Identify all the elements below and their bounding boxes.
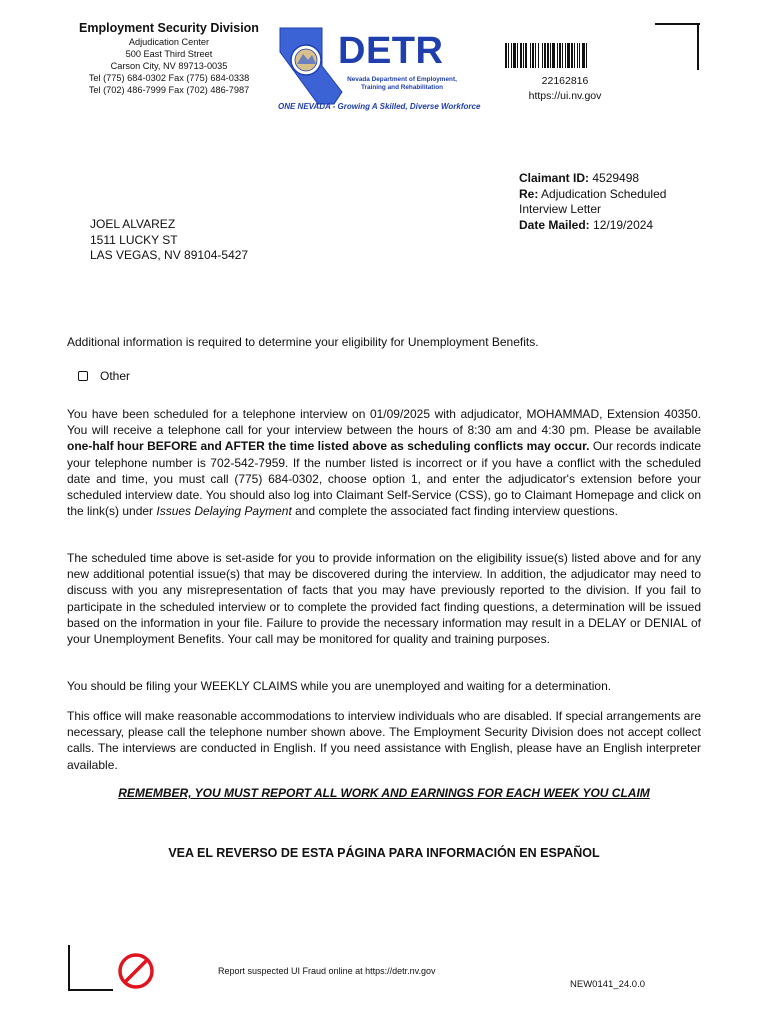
agency-header — [60, 20, 278, 96]
recipient-street: 1511 LUCKY ST — [90, 232, 178, 247]
agency-phone-line: Tel (775) 684-0302 Fax (775) 684-0338 — [88, 73, 250, 83]
issue-checkbox-label: Other — [100, 369, 131, 383]
issue-checkbox — [78, 371, 88, 381]
fraud-report-note: Report suspected UI Fraud online at https://detr.nv.gov — [218, 966, 436, 976]
re-subject: Adjudication Scheduled — [541, 186, 667, 201]
interview-paragraph: You have been scheduled for a telephone interview on 01/09/2025 with adjudicator, MOHAMMAD, Extension 40350. You will receive a telephone call for your interview between the hours of 8:30 am and 4:30 pm. Please be available one-half hour BEFORE and AFTER the time listed above as scheduling conflicts may occur. Our records indicate your telephone number is 702-542-7959. If the number listed is incorrect or if you have a conflict with the scheduled date and time, you must call (775) 684-0302, choose option 1, and enter the adjudicator's extension before your scheduled interview date. You should also log into Claimant Self-Service (CSS), go to Claimant Homepage and click on the link(s) under Issues Delaying Payment and complete the associated fact finding interview questions. — [67, 407, 701, 519]
barcode-icon — [505, 43, 622, 68]
recipient-address — [90, 217, 248, 264]
re-subject-cont: Interview Letter — [519, 202, 602, 216]
detr-logo — [278, 26, 481, 116]
report-earnings-reminder: REMEMBER, YOU MUST REPORT ALL WORK AND EARNINGS FOR EACH WEEK YOU CLAIM — [118, 786, 650, 800]
registration-mark — [68, 945, 70, 991]
recipient-name: JOEL ALVAREZ — [90, 217, 176, 231]
logo-tagline: ONE NEVADA - Growing A Skilled, Diverse Workforce — [278, 102, 481, 111]
spanish-note: VEA EL REVERSO DE ESTA PÁGINA PARA INFORMACIÓN EN ESPAÑOL — [168, 846, 600, 860]
agency-address-line: 500 East Third Street — [125, 49, 213, 59]
barcode-number: 22162816 — [541, 75, 589, 87]
recipient-city: LAS VEGAS, NV 89104-5427 — [90, 248, 249, 262]
scheduled-time-paragraph: The scheduled time above is set-aside for you to provide information on the eligibility issue(s) listed above and for any new additional potential issue(s) that may be discovered during the interview. In addition, the adjudicator may need to discuss with you any misrepresentation of facts that you may have previously reported to the division. If you fail to participate in the scheduled interview or to complete the provided fact finding questions, a determination will be issued based on the information in your file. Failure to provide the necessary information may result in a DELAY or DENIAL of your Unemployment Benefits. Your call may be monitored for quality and training purposes. — [67, 551, 701, 647]
issues-delaying-payment: Issues Delaying Payment — [156, 504, 292, 519]
registration-mark — [68, 989, 113, 991]
re-label: Re: — [519, 186, 539, 201]
agency-address-line: Adjudication Center — [128, 37, 210, 47]
registration-mark — [697, 23, 699, 70]
intro-paragraph: Additional information is required to determine your eligibility for Unemployment Benefits. — [67, 335, 539, 349]
claim-info — [519, 171, 719, 233]
agency-phone-line: Tel (702) 486-7999 Fax (702) 486-7987 — [88, 85, 250, 95]
weekly-claims-paragraph: You should be filing your WEEKLY CLAIMS while you are unemployed and waiting for a determination. — [67, 679, 612, 693]
registration-mark — [655, 23, 700, 25]
agency-title: Employment Security Division — [79, 21, 259, 35]
form-number: NEW0141_24.0.0 — [570, 979, 645, 990]
availability-emphasis: one-half hour BEFORE and AFTER the time listed above as scheduling conflicts may occur. — [67, 439, 590, 454]
claimant-id: 4529498 — [592, 171, 640, 185]
logo-wordmark: DETR — [338, 30, 444, 72]
accommodations-paragraph: This office will make reasonable accommodations to interview individuals who are disabled. If special arrangements are necessary, please call the telephone number shown above. The Employment Security Division does not accept collect calls. The interviews are conducted in English. If you need assistance with English, please have an English interpreter available. — [67, 709, 701, 772]
issue-checkbox-row — [78, 369, 130, 383]
nevada-state-icon — [278, 26, 344, 106]
claimant-id-label: Claimant ID: — [519, 171, 590, 185]
barcode-url: https://ui.nv.gov — [528, 90, 602, 102]
no-symbol-icon — [117, 952, 155, 990]
logo-subtitle: Nevada Department of Employment, Training and Rehabilitation — [347, 76, 457, 91]
date-mailed-label: Date Mailed: — [519, 217, 590, 232]
date-mailed: 12/19/2024 — [593, 217, 654, 232]
agency-address-line: Carson City, NV 89713-0035 — [110, 61, 228, 71]
